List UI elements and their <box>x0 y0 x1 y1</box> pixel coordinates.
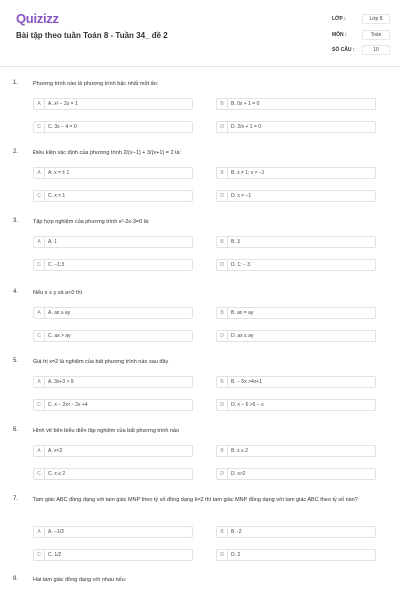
question-text: Điều kiện xác định của phương trình 2/(x−1) + 3/(x+1) = 2 là: <box>33 150 181 156</box>
option-d[interactable] <box>216 190 376 202</box>
option-text: C. ax > ay <box>48 333 71 339</box>
option-d[interactable] <box>216 330 376 342</box>
option-text: B. 3 <box>231 239 240 245</box>
option-letter: D <box>217 469 228 479</box>
question-text: Hình vẽ bên biểu diễn tập nghiệm của bất phương trình nào <box>33 428 180 434</box>
option-text: A. ax ≥ ay <box>48 310 71 316</box>
option-d[interactable] <box>216 121 376 133</box>
option-text: C. x − 2x< - 2x +4 <box>48 402 88 408</box>
option-text: D. x ≠ −1 <box>231 193 252 199</box>
header-divider <box>0 66 400 67</box>
question-number: 7. <box>13 496 19 502</box>
option-text: C. 3x − 4 = 0 <box>48 124 77 130</box>
class-label: LỚP : <box>332 16 346 22</box>
option-b[interactable] <box>216 526 376 538</box>
option-c[interactable] <box>33 399 193 411</box>
option-text: D. 2/x + 1 = 0 <box>231 124 262 130</box>
subject-value: Toán <box>362 30 390 40</box>
option-text: D. x − 6 >5 − x <box>231 402 264 408</box>
option-a[interactable] <box>33 167 193 179</box>
option-text: D. 2 <box>231 552 241 558</box>
option-letter: A <box>34 446 45 456</box>
option-text: C. 1/2 <box>48 552 62 558</box>
option-b[interactable] <box>216 307 376 319</box>
option-c[interactable] <box>33 121 193 133</box>
option-letter: D <box>217 191 228 201</box>
question-count-value: 10 <box>362 45 390 55</box>
worksheet-header <box>0 0 400 66</box>
option-b[interactable] <box>216 376 376 388</box>
question-text: Nếu x ≤ y và a<0 thì <box>33 290 83 296</box>
question-number: 3. <box>13 218 19 224</box>
question-number: 5. <box>13 358 19 364</box>
option-letter: B <box>217 377 228 387</box>
option-a[interactable] <box>33 98 193 110</box>
option-text: B. 0x + 1 = 0 <box>231 101 260 107</box>
option-c[interactable] <box>33 549 193 561</box>
option-letter: A <box>34 99 45 109</box>
option-b[interactable] <box>216 445 376 457</box>
option-letter: A <box>34 308 45 318</box>
option-text: A. x² − 2x = 1 <box>48 101 78 107</box>
option-letter: C <box>34 191 45 201</box>
option-letter: A <box>34 237 45 247</box>
option-letter: A <box>34 377 45 387</box>
option-text: B. ax = ay <box>231 310 254 316</box>
option-d[interactable] <box>216 549 376 561</box>
question-number: 1. <box>13 80 19 86</box>
option-text: B. x ≠ 1; x ≠ −1 <box>231 170 265 176</box>
option-text: A. x<2 <box>48 448 63 454</box>
option-letter: C <box>34 331 45 341</box>
question-number: 2. <box>13 149 19 155</box>
option-letter: B <box>217 99 228 109</box>
option-b[interactable] <box>216 98 376 110</box>
subject-label: MÔN : <box>332 32 347 38</box>
option-text: C. −1;3 <box>48 262 65 268</box>
option-letter: A <box>34 527 45 537</box>
option-text: A. 3x+3 > 9 <box>48 379 74 385</box>
question-text: Tập hợp nghiệm của phương trình x²-2x-3=0 là: <box>33 219 150 225</box>
question-text: Giá trị x=2 là nghiệm của bất phương trình nào sau đây <box>33 359 169 365</box>
option-a[interactable] <box>33 445 193 457</box>
option-a[interactable] <box>33 376 193 388</box>
option-text: B. x ≥ 2 <box>231 448 248 454</box>
option-text: C. x ≤ 2 <box>48 471 66 477</box>
option-letter: B <box>217 308 228 318</box>
option-c[interactable] <box>33 330 193 342</box>
option-a[interactable] <box>33 236 193 248</box>
option-text: D. x>2 <box>231 471 246 477</box>
option-letter: D <box>217 331 228 341</box>
option-letter: C <box>34 550 45 560</box>
worksheet-title: Bài tập theo tuần Toán 8 - Tuần 34_ đề 2 <box>16 31 168 40</box>
option-letter: C <box>34 400 45 410</box>
class-value: Lớp 8 <box>362 14 390 24</box>
option-b[interactable] <box>216 236 376 248</box>
question-text: Tam giác ABC đồng dạng với tam giác MNP theo tỷ số đồng dạng k=2 thì tam giác MNP đồng dạng với tam giác ABC theo tỷ số nào? <box>33 497 358 503</box>
option-letter: B <box>217 168 228 178</box>
option-letter: D <box>217 400 228 410</box>
option-text: A. x = ± 1 <box>48 170 70 176</box>
option-text: B. − 5x >4x+1 <box>231 379 262 385</box>
option-c[interactable] <box>33 190 193 202</box>
option-a[interactable] <box>33 307 193 319</box>
option-text: D. 1; − 3 <box>231 262 251 268</box>
option-letter: C <box>34 260 45 270</box>
option-letter: C <box>34 122 45 132</box>
option-b[interactable] <box>216 167 376 179</box>
option-d[interactable] <box>216 468 376 480</box>
option-text: D. ax ≤ ay <box>231 333 254 339</box>
question-number: 4. <box>13 289 19 295</box>
option-letter: B <box>217 237 228 247</box>
question-number: 8. <box>13 576 19 582</box>
question-text: Phương trình nào là phương trình bậc nhất một ẩn: <box>33 81 159 87</box>
option-a[interactable] <box>33 526 193 538</box>
question-number: 6. <box>13 427 19 433</box>
option-c[interactable] <box>33 259 193 271</box>
option-letter: C <box>34 469 45 479</box>
option-c[interactable] <box>33 468 193 480</box>
option-text: A. −1/2 <box>48 529 64 535</box>
option-d[interactable] <box>216 399 376 411</box>
question-count-label: SỐ CÂU : <box>332 47 355 53</box>
question-text: Hai tam giác đồng dạng với nhau nếu: <box>33 577 127 583</box>
option-letter: D <box>217 550 228 560</box>
option-text: A. 1 <box>48 239 57 245</box>
option-d[interactable] <box>216 259 376 271</box>
option-letter: B <box>217 527 228 537</box>
option-letter: D <box>217 122 228 132</box>
option-letter: A <box>34 168 45 178</box>
option-letter: D <box>217 260 228 270</box>
option-text: B. -2 <box>231 529 242 535</box>
option-letter: B <box>217 446 228 456</box>
option-text: C. x ≠ 1 <box>48 193 66 199</box>
quizizz-logo: Quizizz <box>16 11 59 26</box>
